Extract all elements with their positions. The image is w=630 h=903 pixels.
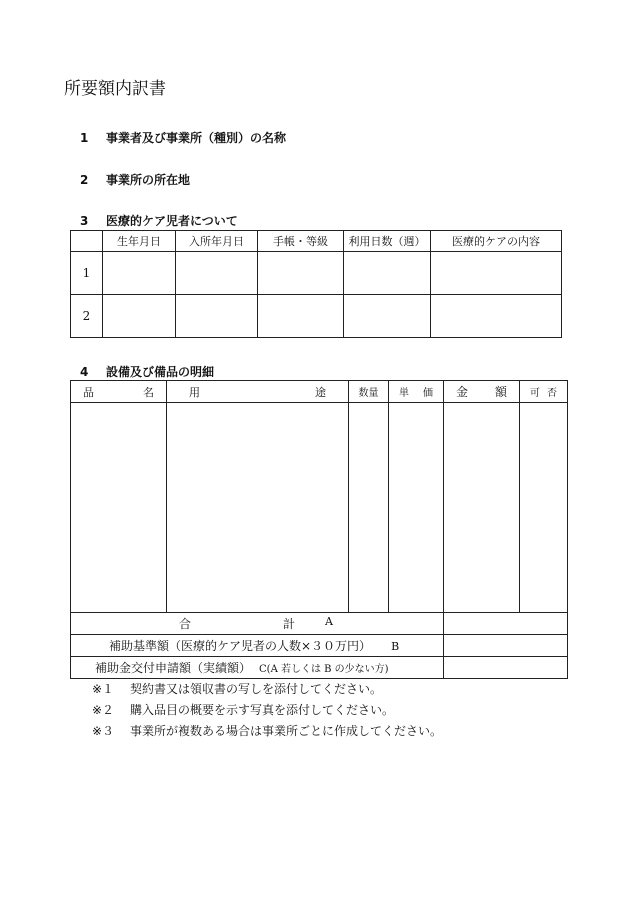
table-row	[71, 252, 562, 295]
section-2-number: 2	[80, 173, 89, 187]
note-2: ※２ 購入品目の概要を示す写真を添付してください。	[92, 703, 395, 717]
care-cell[interactable]	[176, 252, 258, 295]
page-title: 所要額内訳書	[64, 79, 166, 99]
equipment-table	[70, 380, 568, 679]
note-3: ※３ 事業所が複数ある場合は事業所ごとに作成してください。	[92, 724, 443, 738]
equip-cell-approval[interactable]	[520, 403, 568, 613]
care-row-number: 2	[71, 295, 103, 338]
application-amount-cell[interactable]	[444, 657, 568, 679]
application-amount-label: 補助金交付申請額（実績額） C(A 若しくは B の少ない方)	[71, 657, 444, 679]
care-cell[interactable]	[344, 252, 431, 295]
standard-amount-label: 補助基準額（医療的ケア児者の人数×３０万円） B	[71, 635, 444, 657]
care-row-number: 1	[71, 252, 103, 295]
section-1-number: 1	[80, 131, 89, 145]
care-cell[interactable]	[344, 295, 431, 338]
section-4-heading	[80, 363, 214, 380]
section-4-label: 設備及び備品の明細	[106, 365, 215, 379]
care-header-admission-date: 入所年月日	[176, 231, 258, 252]
table-row	[71, 613, 568, 635]
care-cell[interactable]	[431, 252, 562, 295]
care-header-usage-days: 利用日数（週）	[344, 231, 431, 252]
total-label: 合 計 A	[71, 613, 444, 635]
care-cell[interactable]	[176, 295, 258, 338]
equip-header-amount: 金 額	[444, 381, 520, 403]
equip-header-use: 用 途	[167, 381, 349, 403]
care-cell[interactable]	[431, 295, 562, 338]
table-row	[71, 657, 568, 679]
equip-header-unit-price: 単 価	[389, 381, 444, 403]
care-cell[interactable]	[258, 252, 344, 295]
equip-header-quantity: 数量	[349, 381, 389, 403]
section-1-heading	[80, 129, 286, 146]
care-cell[interactable]	[258, 295, 344, 338]
note-1: ※１ 契約書又は領収書の写しを添付してください。	[92, 682, 383, 696]
section-3-number: 3	[80, 214, 89, 228]
equip-header-item: 品 名	[71, 381, 167, 403]
section-2-heading	[80, 171, 190, 188]
section-1-label: 事業者及び事業所（種別）の名称	[106, 131, 287, 145]
care-cell[interactable]	[103, 295, 176, 338]
care-cell[interactable]	[103, 252, 176, 295]
equip-cell-amount[interactable]	[444, 403, 520, 613]
table-row	[71, 295, 562, 338]
care-table-corner	[71, 231, 103, 252]
equip-cell-unit-price[interactable]	[389, 403, 444, 613]
table-row	[71, 635, 568, 657]
equip-cell-item[interactable]	[71, 403, 167, 613]
equip-cell-use[interactable]	[167, 403, 349, 613]
section-4-number: 4	[80, 365, 89, 379]
care-recipient-table	[70, 230, 562, 338]
section-3-label: 医療的ケア児者について	[106, 214, 238, 228]
section-2-label: 事業所の所在地	[106, 173, 191, 187]
care-header-birthdate: 生年月日	[103, 231, 176, 252]
equip-header-approval: 可 否	[520, 381, 568, 403]
equip-cell-quantity[interactable]	[349, 403, 389, 613]
total-amount-cell[interactable]	[444, 613, 568, 635]
standard-amount-cell[interactable]	[444, 635, 568, 657]
care-header-certificate-grade: 手帳・等級	[258, 231, 344, 252]
table-row	[71, 403, 568, 613]
section-3-heading	[80, 212, 238, 229]
care-header-care-content: 医療的ケアの内容	[431, 231, 562, 252]
